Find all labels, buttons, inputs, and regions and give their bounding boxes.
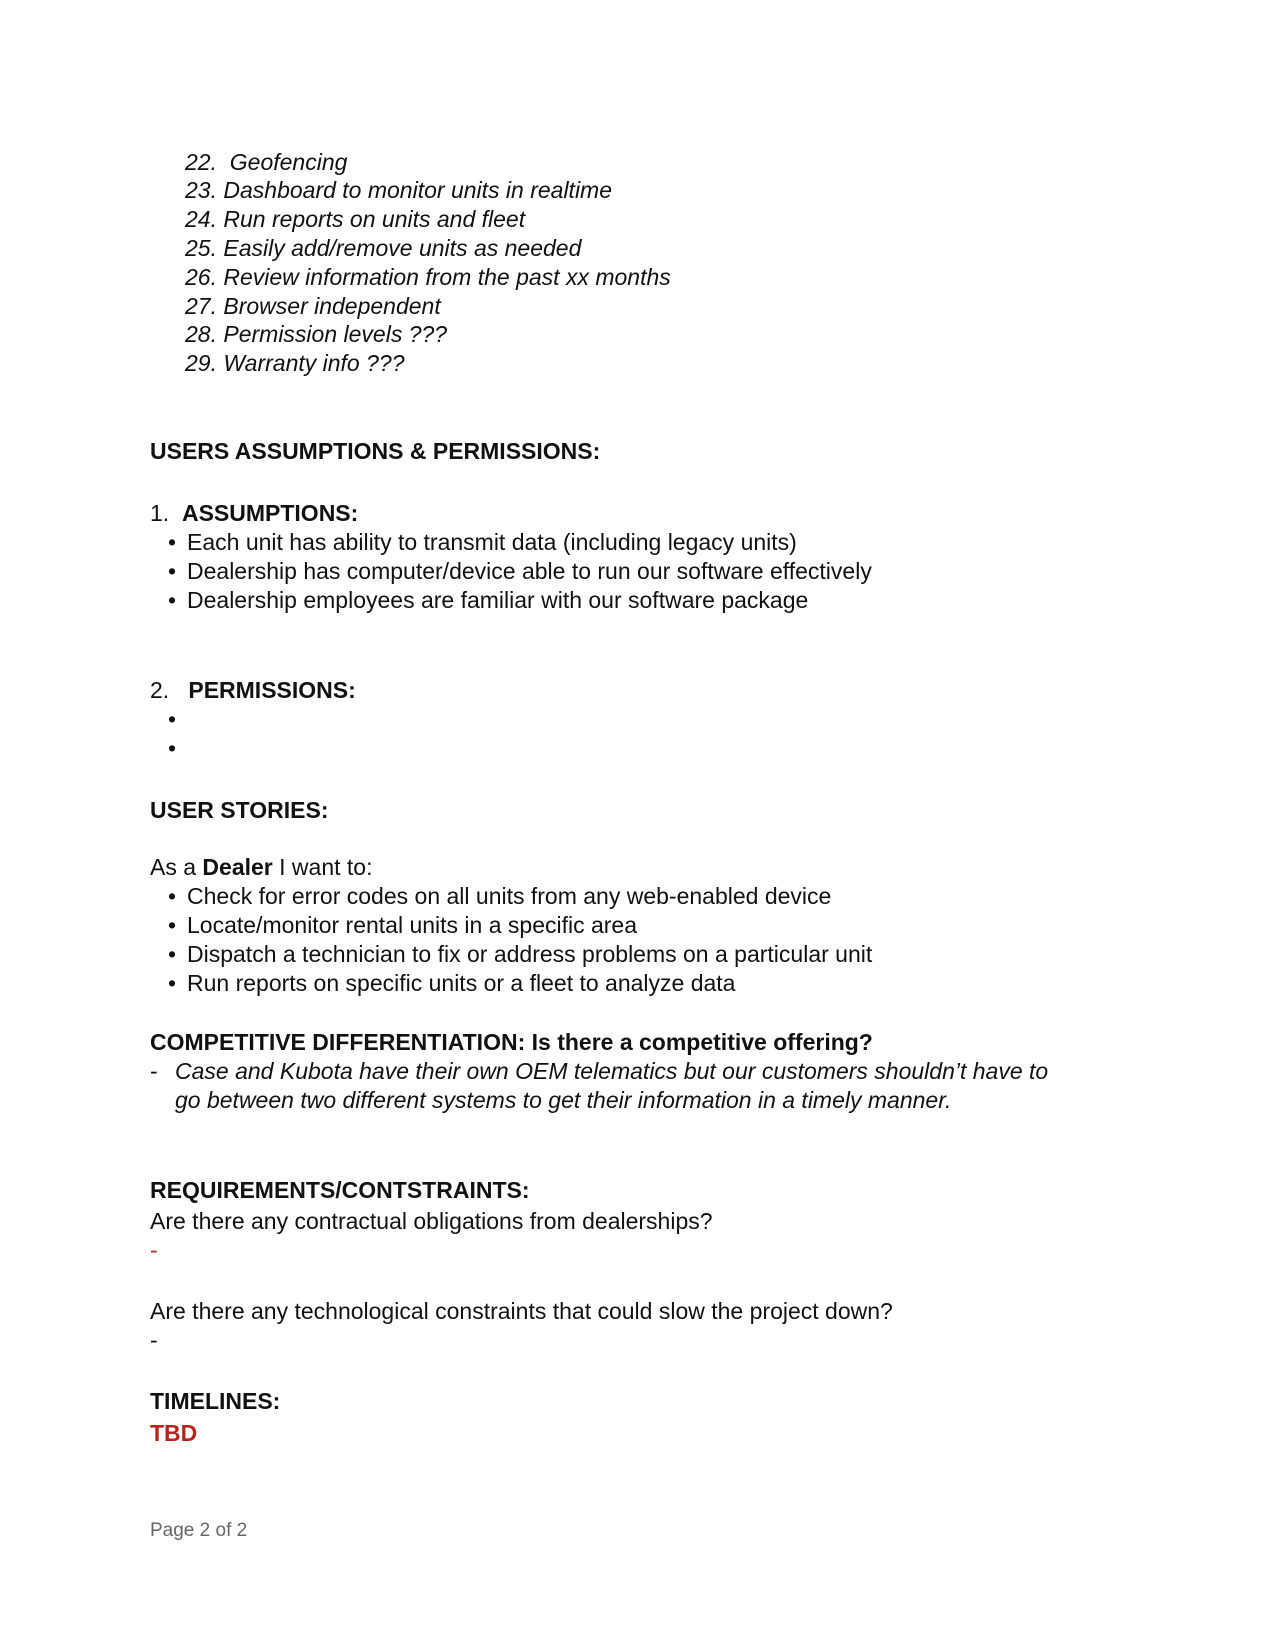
user-stories-heading: USER STORIES: <box>150 797 329 823</box>
bullet-icon: • <box>168 587 177 613</box>
requirements-answer-2: - <box>150 1327 158 1353</box>
user-story-item: Locate/monitor rental units in a specific area <box>187 912 638 938</box>
assumption-item: Dealership has computer/device able to run our software effectively <box>187 558 872 584</box>
competitive-dash: - <box>150 1058 158 1084</box>
feature-item: 25. Easily add/remove units as needed <box>185 235 582 261</box>
feature-item: 28. Permission levels ??? <box>185 321 448 347</box>
bullet-icon: • <box>168 558 177 584</box>
competitive-heading: COMPETITIVE DIFFERENTIATION: Is there a competitive offering? <box>150 1029 873 1055</box>
permissions-heading: 2. PERMISSIONS: <box>150 677 356 703</box>
bullet-icon: • <box>168 529 177 555</box>
users-assumptions-heading: USERS ASSUMPTIONS & PERMISSIONS: <box>150 438 601 464</box>
feature-item: 27. Browser independent <box>185 293 441 319</box>
requirements-heading: REQUIREMENTS/CONTSTRAINTS: <box>150 1177 530 1203</box>
bullet-icon: • <box>168 912 177 938</box>
requirements-question-1: Are there any contractual obligations from dealerships? <box>150 1208 713 1234</box>
page-footer: Page 2 of 2 <box>150 1520 248 1541</box>
bullet-icon: • <box>168 941 177 967</box>
feature-item: 23. Dashboard to monitor units in realtime <box>185 177 613 203</box>
bullet-icon: • <box>168 706 177 732</box>
feature-item: 29. Warranty info ??? <box>185 350 405 376</box>
requirements-answer-1: - <box>150 1237 158 1263</box>
competitive-text-line1: Case and Kubota have their own OEM telematics but our customers shouldn’t have to <box>175 1058 1049 1084</box>
requirements-question-2: Are there any technological constraints that could slow the project down? <box>150 1298 893 1324</box>
feature-item: 26. Review information from the past xx months <box>185 264 671 290</box>
user-story-item: Dispatch a technician to fix or address problems on a particular unit <box>187 941 873 967</box>
feature-item: 24. Run reports on units and fleet <box>185 206 526 232</box>
timelines-heading: TIMELINES: <box>150 1388 281 1414</box>
user-stories-intro: As a Dealer I want to: <box>150 854 373 880</box>
bullet-icon: • <box>168 883 177 909</box>
competitive-text-line2: go between two different systems to get their information in a timely manner. <box>175 1087 952 1113</box>
user-story-item: Check for error codes on all units from any web-enabled device <box>187 883 832 909</box>
assumption-item: Dealership employees are familiar with our software package <box>187 587 809 613</box>
timelines-value: TBD <box>150 1420 198 1446</box>
bullet-icon: • <box>168 970 177 996</box>
bullet-icon: • <box>168 735 177 761</box>
user-story-item: Run reports on specific units or a fleet to analyze data <box>187 970 736 996</box>
assumptions-heading: 1. ASSUMPTIONS: <box>150 500 359 526</box>
feature-item: 22. Geofencing <box>185 149 348 175</box>
assumption-item: Each unit has ability to transmit data (including legacy units) <box>187 529 797 555</box>
